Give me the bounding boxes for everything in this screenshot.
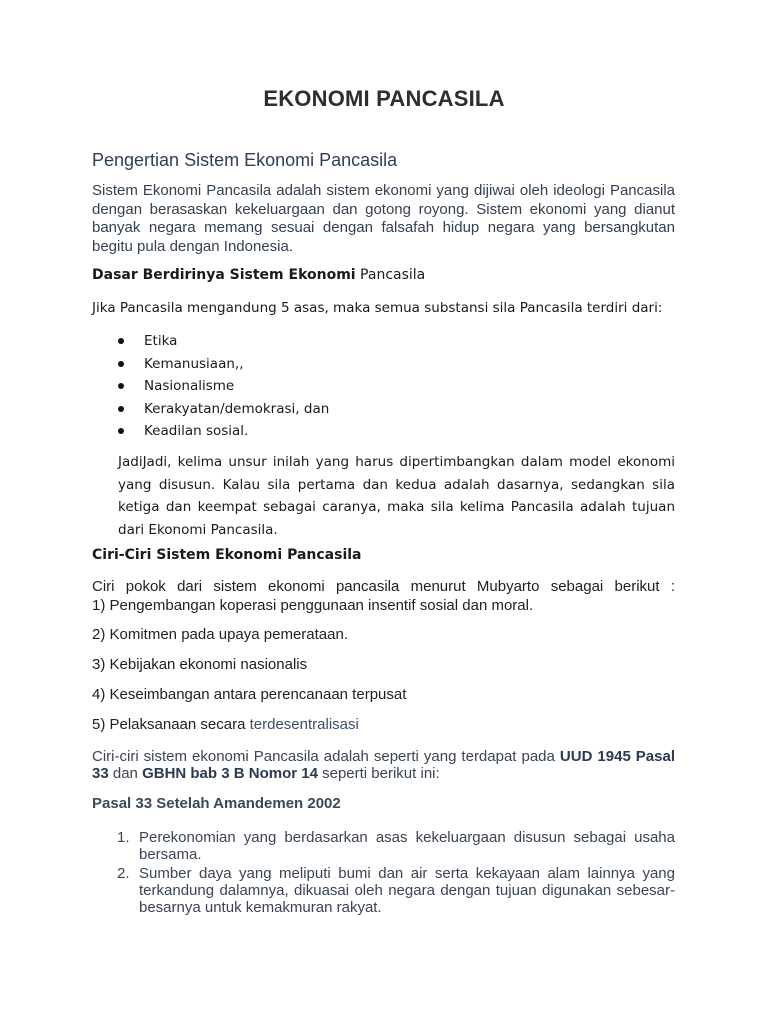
list-item-text: Etika <box>144 333 178 350</box>
paragraph-ciri-intro <box>92 578 675 615</box>
bullet-list-asas <box>114 330 329 443</box>
heading-dasar-regular: Pancasila <box>360 267 426 283</box>
list-item <box>114 420 329 443</box>
ciri-intro-text: Ciri pokok dari sistem ekonomi pancasila menurut Mubyarto sebagai berikut : <box>92 578 675 595</box>
list-item-text: Kerakyatan/demokrasi, dan <box>144 400 330 417</box>
ciri-item-2: 2) Komitmen pada upaya pemerataan. <box>92 626 348 643</box>
paragraph-pengertian: Sistem Ekonomi Pancasila adalah sistem ekonomi yang dijiwai oleh ideologi Pancasila dengan berasaskan kekeluargaan dan gotong royong. Sistem ekonomi yang dianut banyak negara memang sesuai dengan falsafah hidup negara yang bersangkutan begitu pula dengan Indonesia. <box>92 182 675 255</box>
uud-text-1: Ciri-ciri sistem ekonomi Pancasila adalah seperti yang terdapat pada <box>92 748 555 765</box>
heading-dasar-bold: Dasar Berdirinya Sistem Ekonomi <box>92 267 356 283</box>
ciri-item-5 <box>92 716 675 733</box>
paragraph-uud <box>92 748 675 782</box>
ciri-item-3: 3) Kebijakan ekonomi nasionalis <box>92 656 308 673</box>
bullet-icon <box>118 428 124 434</box>
section-heading-dasar <box>92 267 425 283</box>
bullet-icon <box>118 406 124 412</box>
bullet-icon <box>118 338 124 344</box>
list-item-text: Perekonomian yang berdasarkan asas kekeluargaan disusun sebagai usaha bersama. <box>139 829 675 863</box>
ciri-item-4: 4) Keseimbangan antara perencanaan terpusat <box>92 686 407 703</box>
list-item <box>114 398 329 421</box>
list-item <box>92 865 675 916</box>
ciri-item-5-prefix: 5) Pelaksanaan secara <box>92 716 246 733</box>
list-item-text: Sumber daya yang meliputi bumi dan air serta kekayaan alam lainnya yang terkandung dalamnya, dikuasai oleh negara dengan tujuan digunakan sebesar-besarnya untuk kemakmuran rakyat. <box>139 865 675 916</box>
list-item-text: Nasionalisme <box>144 378 235 395</box>
document-title: EKONOMI PANCASILA <box>263 86 505 111</box>
bullet-icon <box>118 361 124 367</box>
uud-text-2: dan <box>112 765 138 782</box>
list-item-number: 1. <box>117 829 130 846</box>
uud-bold-2: GBHN bab 3 B Nomor 14 <box>142 765 318 782</box>
uud-text-3: seperti berikut ini: <box>322 765 440 782</box>
list-item-text: Kemanusiaan,, <box>144 355 244 372</box>
ciri-item-1: 1) Pengembangan koperasi penggunaan insentif sosial dan moral. <box>92 596 534 614</box>
list-item <box>114 330 329 353</box>
list-item <box>92 829 675 863</box>
list-item-number: 2. <box>117 865 130 882</box>
section-heading-ciri: Ciri-Ciri Sistem Ekonomi Pancasila <box>92 547 362 563</box>
ordered-list-pasal33 <box>92 829 675 918</box>
bullet-icon <box>118 383 124 389</box>
paragraph-asas-intro: Jika Pancasila mengandung 5 asas, maka semua substansi sila Pancasila terdiri dari: <box>92 300 663 316</box>
section-heading-pasal33: Pasal 33 Setelah Amandemen 2002 <box>92 795 341 812</box>
list-item-text: Keadilan sosial. <box>144 423 249 440</box>
uud-bold-1: UUD 1945 Pasal 33 <box>92 748 676 782</box>
section-heading-pengertian: Pengertian Sistem Ekonomi Pancasila <box>92 150 398 170</box>
list-item <box>114 375 329 398</box>
ciri-item-5-accent: terdesentralisasi <box>249 716 359 733</box>
list-item <box>114 353 329 376</box>
paragraph-conclusion: JadiJadi, kelima unsur inilah yang harus dipertimbangkan dalam model ekonomi yang disusun. Kalau sila pertama dan kedua adalah dasarnya, sedangkan sila ketiga dan keempat sebagai caranya, maka sila kelima Pancasila adalah tujuan dari Ekonomi Pancasila. <box>118 454 675 538</box>
